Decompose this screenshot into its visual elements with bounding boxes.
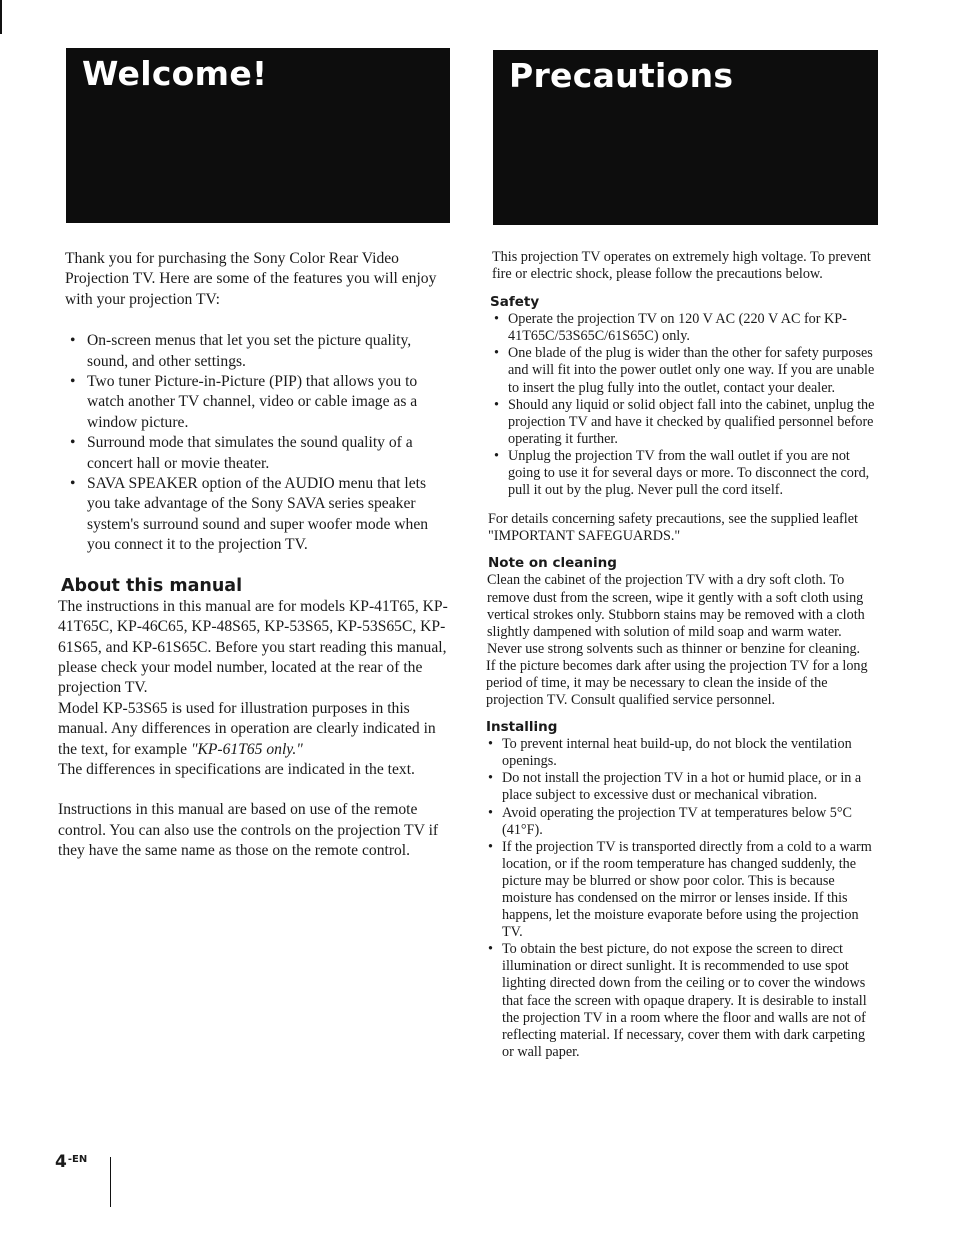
welcome-banner — [66, 48, 450, 223]
cleaning-inside-paragraph: If the picture becomes dark after using the projection TV for a long period of time, it may be necessary to clean the inside of the projection TV. Consult qualified service personnel. — [486, 657, 868, 709]
safety-item: • Should any liquid or solid object fall into the cabinet, unplug the projection TV and have it checked by qualified personnel before operating it further. — [492, 397, 878, 448]
feature-item: • On-screen menus that let you set the picture quality, sound, and other settings. — [65, 331, 450, 372]
feature-item: • Two tuner Picture-in-Picture (PIP) that allows you to watch another TV channel, video or cable image as a window picture. — [65, 372, 450, 433]
installing-item: • To prevent internal heat build-up, do not block the ventilation openings. — [486, 736, 878, 770]
about-remote-paragraph: Instructions in this manual are based on use of the remote control. You can also use the controls on the projection TV if they have the same name as those on the remote control. — [58, 801, 439, 860]
safety-item: • Operate the projection TV on 120 V AC (220 V AC for KP-41T65C/53S65C/61S65C) only. — [492, 311, 878, 345]
welcome-intro: Thank you for purchasing the Sony Color Rear Video Projection TV. Here are some of the features you will enjoy with your projection TV: — [65, 250, 437, 308]
installing-item: • Do not install the projection TV in a hot or humid place, or in a place subject to excessive dust or mechanical vibration. — [486, 770, 878, 804]
cleaning-heading: Note on cleaning — [488, 555, 617, 572]
installing-item: • If the projection TV is transported directly from a cold to a warm location, or if the room temperature has changed suddenly, the picture may be blurred or show poor color. This is because moisture has condensed on the mirror or lenses inside. If this happens, let the moisture evaporate before using the projection TV. — [486, 839, 878, 942]
precautions-column — [486, 249, 878, 1061]
safety-item: • Unplug the projection TV from the wall outlet if you are not going to use it for several days or more. To disconnect the cord, pull it out by the plug. Never pull the cord itself. — [492, 448, 878, 499]
precautions-banner — [493, 50, 878, 225]
cleaning-paragraph: Clean the cabinet of the projection TV with a dry soft cloth. To remove dust from the screen, wipe it gently with a soft cloth using vertical strokes only. Stubborn stains may be removed with a cloth slightly dampened with solution of mild soap and warm water. Never use strong solvents such as thinner or benzine for cleaning. — [487, 572, 865, 657]
about-specs-paragraph: The differences in specifications are indicated in the text. — [58, 760, 415, 778]
about-heading: About this manual — [61, 575, 243, 596]
feature-item: • Surround mode that simulates the sound quality of a concert hall or movie theater. — [65, 433, 450, 474]
features-list — [65, 331, 450, 555]
safety-heading: Safety — [490, 294, 540, 311]
page-number-value: 4 — [55, 1152, 67, 1172]
safety-item: • One blade of the plug is wider than the other for safety purposes and will fit into the power outlet only one way. If you are unable to insert the plug fully into the outlet, contact your dealer. — [492, 345, 878, 396]
about-models-paragraph: The instructions in this manual are for models KP-41T65, KP-41T65C, KP-46C65, KP-48S65, KP-53S65, KP-53S65C, KP-61S65, and KP-61S65C. Before you start reading this manual, please check your model number, located at the rear of the projection TV. — [58, 597, 448, 697]
about-illustration-paragraph — [58, 699, 450, 760]
page-divider — [110, 1157, 111, 1207]
installing-item: • To obtain the best picture, do not expose the screen to direct illumination or direct sunlight. It is recommended to use spot lighting directed down from the ceiling or to cover the windows that face the screen with opaque drapery. It is desirable to install the projection TV in a room where the floor and walls are not of reflecting material. If necessary, cover them with dark carpeting or wall paper. — [486, 941, 878, 1061]
welcome-title: Welcome! — [82, 54, 268, 93]
about-illustration-text: Model KP-53S65 is used for illustration purposes in this manual. Any differences in operation are clearly indicated in the text, for example — [58, 699, 436, 758]
precautions-title: Precautions — [509, 56, 734, 95]
safety-details-paragraph: For details concerning safety precautions, see the supplied leaflet "IMPORTANT SAFEGUARDS." — [488, 511, 858, 545]
scan-edge-mark — [0, 0, 2, 34]
installing-list — [486, 736, 878, 1061]
page-language-suffix: -EN — [67, 1154, 88, 1165]
installing-item: • Avoid operating the projection TV at temperatures below 5°C (41°F). — [486, 805, 878, 839]
feature-item: • SAVA SPEAKER option of the AUDIO menu that lets you take advantage of the Sony SAVA series speaker system's surround sound and super woofer mode when you connect it to the projection TV. — [65, 474, 450, 556]
model-example-text: "KP-61T65 only." — [190, 740, 303, 758]
precautions-intro: This projection TV operates on extremely high voltage. To prevent fire or electric shock, please follow the precautions below. — [492, 249, 871, 283]
page-number — [55, 1152, 87, 1172]
installing-heading: Installing — [486, 719, 558, 736]
safety-list — [492, 311, 878, 499]
welcome-column — [58, 249, 450, 862]
